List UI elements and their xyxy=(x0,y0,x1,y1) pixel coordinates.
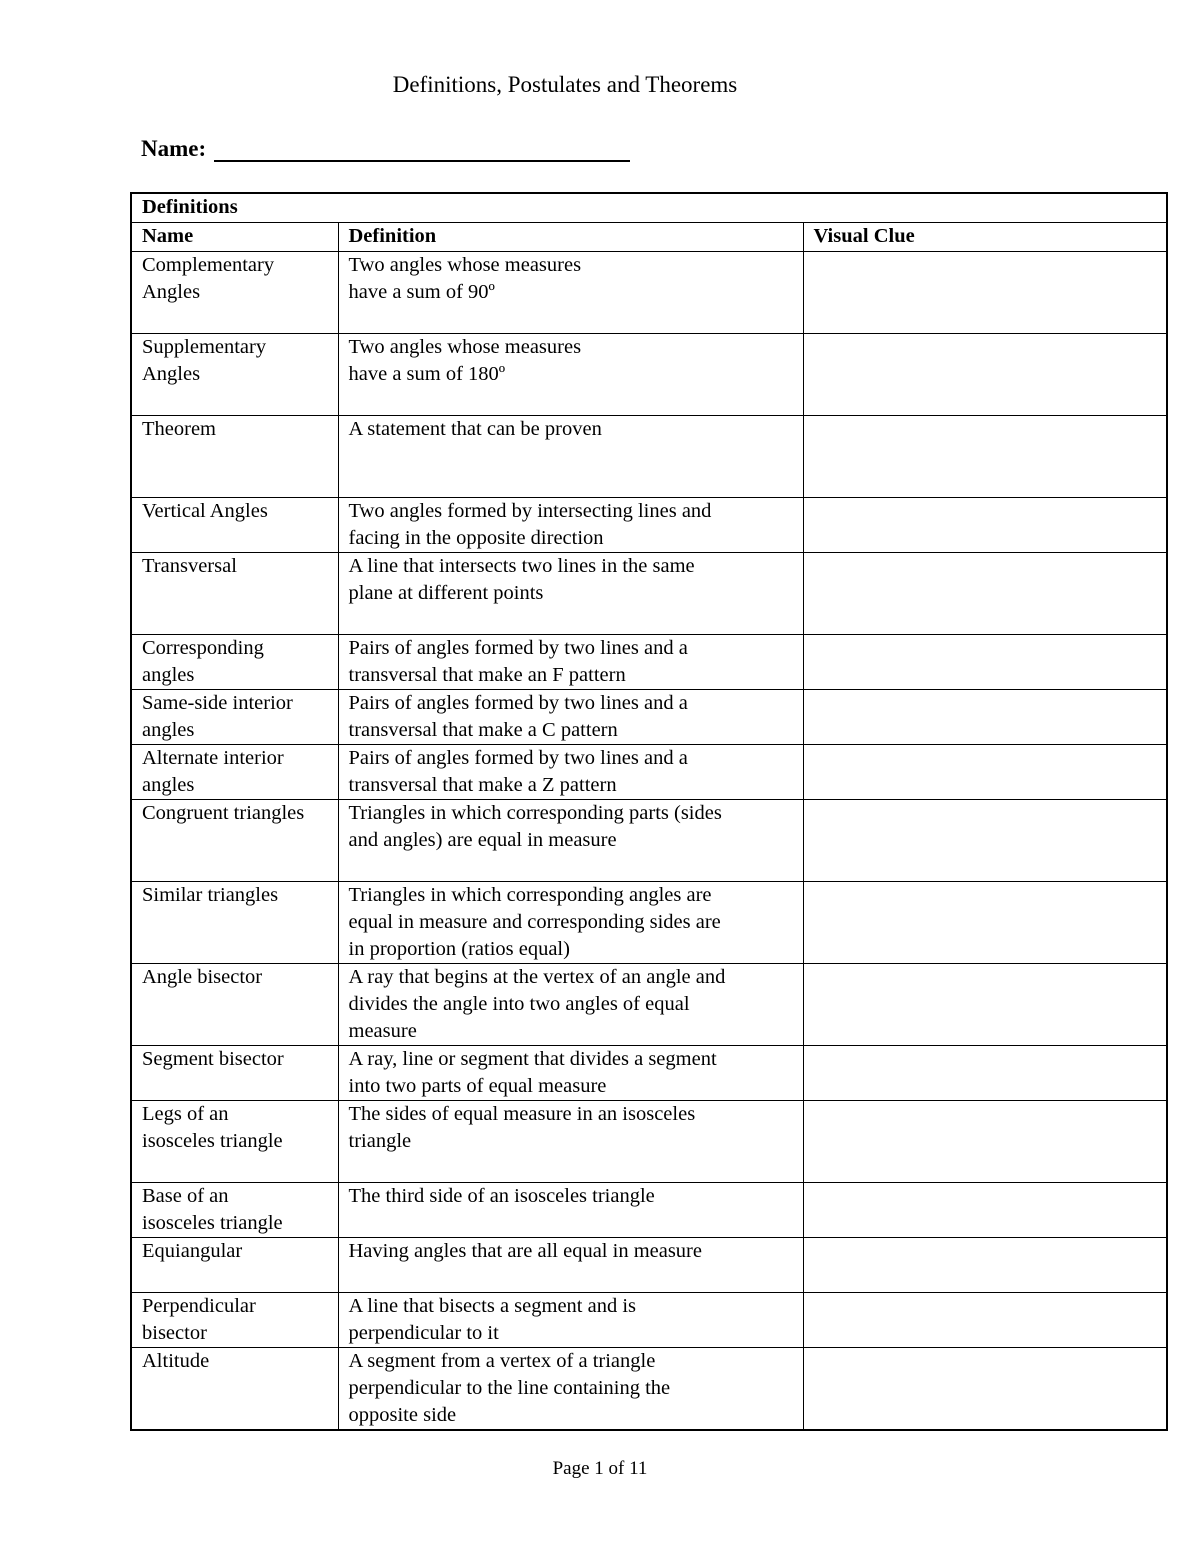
visual-clue-cell[interactable] xyxy=(803,1293,1167,1348)
visual-clue-cell[interactable] xyxy=(803,1046,1167,1101)
table-row xyxy=(131,334,1167,416)
term-name: Vertical Angles xyxy=(131,498,338,553)
table-row xyxy=(131,1293,1167,1348)
visual-clue-cell[interactable] xyxy=(803,1238,1167,1293)
table-row xyxy=(131,1183,1167,1238)
name-field-row xyxy=(141,136,630,162)
section-title: Definitions xyxy=(131,193,1167,223)
page-number: Page 1 of 11 xyxy=(552,1458,648,1479)
table-row xyxy=(131,745,1167,800)
term-definition: A ray, line or segment that divides a segment into two parts of equal measure xyxy=(338,1046,803,1101)
term-definition: A line that intersects two lines in the same plane at different points xyxy=(338,553,803,635)
definitions-table xyxy=(130,192,1168,1431)
visual-clue-cell[interactable] xyxy=(803,1183,1167,1238)
term-name: Supplementary Angles xyxy=(131,334,338,416)
term-definition: The sides of equal measure in an isosceles triangle xyxy=(338,1101,803,1183)
table-row xyxy=(131,1348,1167,1431)
table-row xyxy=(131,1238,1167,1293)
term-definition: A segment from a vertex of a triangle perpendicular to the line containing the opposite side xyxy=(338,1348,803,1431)
table-row xyxy=(131,498,1167,553)
term-name: Equiangular xyxy=(131,1238,338,1293)
visual-clue-cell[interactable] xyxy=(803,745,1167,800)
visual-clue-cell[interactable] xyxy=(803,334,1167,416)
term-name: Corresponding angles xyxy=(131,635,338,690)
column-header-name: Name xyxy=(131,223,338,252)
visual-clue-cell[interactable] xyxy=(803,553,1167,635)
term-definition: Pairs of angles formed by two lines and a transversal that make a Z pattern xyxy=(338,745,803,800)
table-row xyxy=(131,553,1167,635)
visual-clue-cell[interactable] xyxy=(803,1348,1167,1431)
term-name: Similar triangles xyxy=(131,882,338,964)
term-definition: Having angles that are all equal in measure xyxy=(338,1238,803,1293)
visual-clue-cell[interactable] xyxy=(803,635,1167,690)
visual-clue-cell[interactable] xyxy=(803,882,1167,964)
term-name: Alternate interior angles xyxy=(131,745,338,800)
column-header-visual-clue: Visual Clue xyxy=(803,223,1167,252)
table-row xyxy=(131,800,1167,882)
document-title: Definitions, Postulates and Theorems xyxy=(392,72,738,97)
visual-clue-cell[interactable] xyxy=(803,1101,1167,1183)
table-row xyxy=(131,964,1167,1046)
term-definition: Triangles in which corresponding angles are equal in measure and corresponding sides are in proportion (ratios equal) xyxy=(338,882,803,964)
table-row xyxy=(131,635,1167,690)
table-row xyxy=(131,690,1167,745)
table-row xyxy=(131,1101,1167,1183)
term-definition: Pairs of angles formed by two lines and a transversal that make an F pattern xyxy=(338,635,803,690)
name-label: Name: xyxy=(141,136,207,161)
table-row xyxy=(131,416,1167,498)
term-name: Complementary Angles xyxy=(131,252,338,334)
term-definition: The third side of an isosceles triangle xyxy=(338,1183,803,1238)
term-name: Legs of an isosceles triangle xyxy=(131,1101,338,1183)
term-definition: A line that bisects a segment and is perpendicular to it xyxy=(338,1293,803,1348)
term-definition: A ray that begins at the vertex of an angle and divides the angle into two angles of equal measure xyxy=(338,964,803,1046)
table-row xyxy=(131,882,1167,964)
name-blank-line[interactable] xyxy=(214,136,630,162)
term-definition: Pairs of angles formed by two lines and a transversal that make a C pattern xyxy=(338,690,803,745)
term-definition: Two angles formed by intersecting lines and facing in the opposite direction xyxy=(338,498,803,553)
visual-clue-cell[interactable] xyxy=(803,690,1167,745)
visual-clue-cell[interactable] xyxy=(803,800,1167,882)
visual-clue-cell[interactable] xyxy=(803,416,1167,498)
term-name: Base of an isosceles triangle xyxy=(131,1183,338,1238)
visual-clue-cell[interactable] xyxy=(803,964,1167,1046)
table-row xyxy=(131,1046,1167,1101)
term-name: Angle bisector xyxy=(131,964,338,1046)
term-name: Perpendicular bisector xyxy=(131,1293,338,1348)
term-name: Segment bisector xyxy=(131,1046,338,1101)
term-definition: Triangles in which corresponding parts (sides and angles) are equal in measure xyxy=(338,800,803,882)
column-header-definition: Definition xyxy=(338,223,803,252)
term-name: Congruent triangles xyxy=(131,800,338,882)
term-name: Same-side interior angles xyxy=(131,690,338,745)
visual-clue-cell[interactable] xyxy=(803,498,1167,553)
term-definition: A statement that can be proven xyxy=(338,416,803,498)
term-name: Theorem xyxy=(131,416,338,498)
term-name: Transversal xyxy=(131,553,338,635)
term-definition: Two angles whose measures have a sum of 180º xyxy=(338,334,803,416)
visual-clue-cell[interactable] xyxy=(803,252,1167,334)
term-name: Altitude xyxy=(131,1348,338,1431)
term-definition: Two angles whose measures have a sum of 90º xyxy=(338,252,803,334)
table-row xyxy=(131,252,1167,334)
